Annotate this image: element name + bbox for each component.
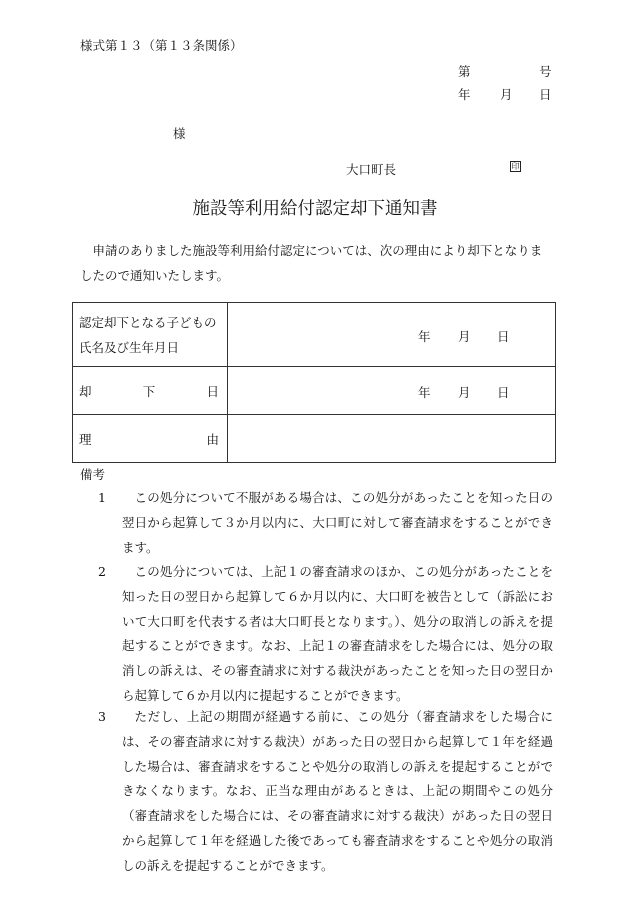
- label-char-2: 下: [142, 383, 156, 399]
- child-name-birthdate-label: [73, 303, 228, 367]
- document-title: 施設等利用給付認定却下通知書: [192, 199, 438, 219]
- label-line-2: 氏名及び生年月日: [79, 339, 180, 355]
- rejection-year-unit: 年: [418, 384, 431, 400]
- document-number-prefix: 第: [458, 64, 471, 79]
- issue-date-year: 年: [458, 87, 471, 102]
- remark-number: 1: [98, 490, 106, 505]
- birth-month-unit: 月: [458, 328, 471, 344]
- rejection-date-value: [228, 367, 556, 415]
- form-number: 様式第１３（第１３条関係）: [80, 38, 243, 53]
- label-char-2: 由: [206, 431, 219, 447]
- remark-number: 2: [98, 564, 106, 579]
- issue-date-month: 月: [500, 87, 513, 102]
- remark-item: [98, 486, 553, 560]
- label-line-1: 認定却下となる子どもの: [79, 314, 217, 330]
- birth-day-unit: 日: [497, 328, 510, 344]
- label-char-1: 却: [79, 383, 92, 399]
- issuer-name: 大口町長: [346, 162, 397, 177]
- child-name-birthdate-value: [228, 303, 556, 367]
- remark-text: ただし、上記の期間が経過する前に、この処分（審査請求をした場合には、その審査請求に対する裁決）があった日の翌日から起算して１年を経過した場合は、審査請求をすることや処分の取消しの訴えを提起することができなくなります。なお、正当な理由があるときは、上記の期間やこの処分（審査請求をした場合には、その審査請求に対する裁決）があった日の翌日から起算して１年を経過した後であっても審査請求をすることや処分の取消しの訴えを提起することができます。: [122, 709, 553, 873]
- table-row-rejection-date: [73, 367, 556, 415]
- addressee-honorific: 様: [173, 126, 186, 141]
- reason-value: [228, 415, 556, 463]
- seal-icon: 印: [511, 162, 520, 171]
- notice-body-text: 申請のありました施設等利用給付認定については、次の理由により却下となりましたので通知いたします。: [80, 243, 543, 283]
- birthdate-fields: [228, 327, 555, 343]
- rejection-date-label: [73, 367, 228, 415]
- remark-item: [98, 560, 553, 709]
- rejection-date-fields: [228, 383, 555, 399]
- label-char-3: 日: [206, 383, 219, 399]
- remark-item: [98, 705, 553, 879]
- table-row-child: [73, 303, 556, 367]
- remark-text: この処分について不服がある場合は、この処分があったことを知った日の翌日から起算して３か月以内に、大口町に対して審査請求をすることができます。: [122, 490, 553, 555]
- table-row-reason: [73, 415, 556, 463]
- rejection-month-unit: 月: [458, 384, 471, 400]
- document-number-suffix: 号: [539, 64, 552, 79]
- rejection-info-table: [72, 302, 556, 463]
- remarks-heading: 備考: [80, 467, 106, 482]
- birth-year-unit: 年: [418, 328, 431, 344]
- rejection-day-unit: 日: [497, 384, 510, 400]
- remark-text: この処分については、上記１の審査請求のほか、この処分があったことを知った日の翌日から起算して６か月以内に、大口町を被告として（訴訟において大口町を代表する者は大口町長となります。）、処分の取消しの訴えを提起することができます。なお、上記１の審査請求をした場合には、処分の取消しの訴えは、その審査請求に対する裁決があったことを知った日の翌日から起算して６か月以内に提起することができます。: [122, 564, 553, 703]
- reason-label: [73, 415, 228, 463]
- issue-date-day: 日: [539, 87, 552, 102]
- label-char-1: 理: [79, 431, 92, 447]
- remark-number: 3: [98, 709, 106, 724]
